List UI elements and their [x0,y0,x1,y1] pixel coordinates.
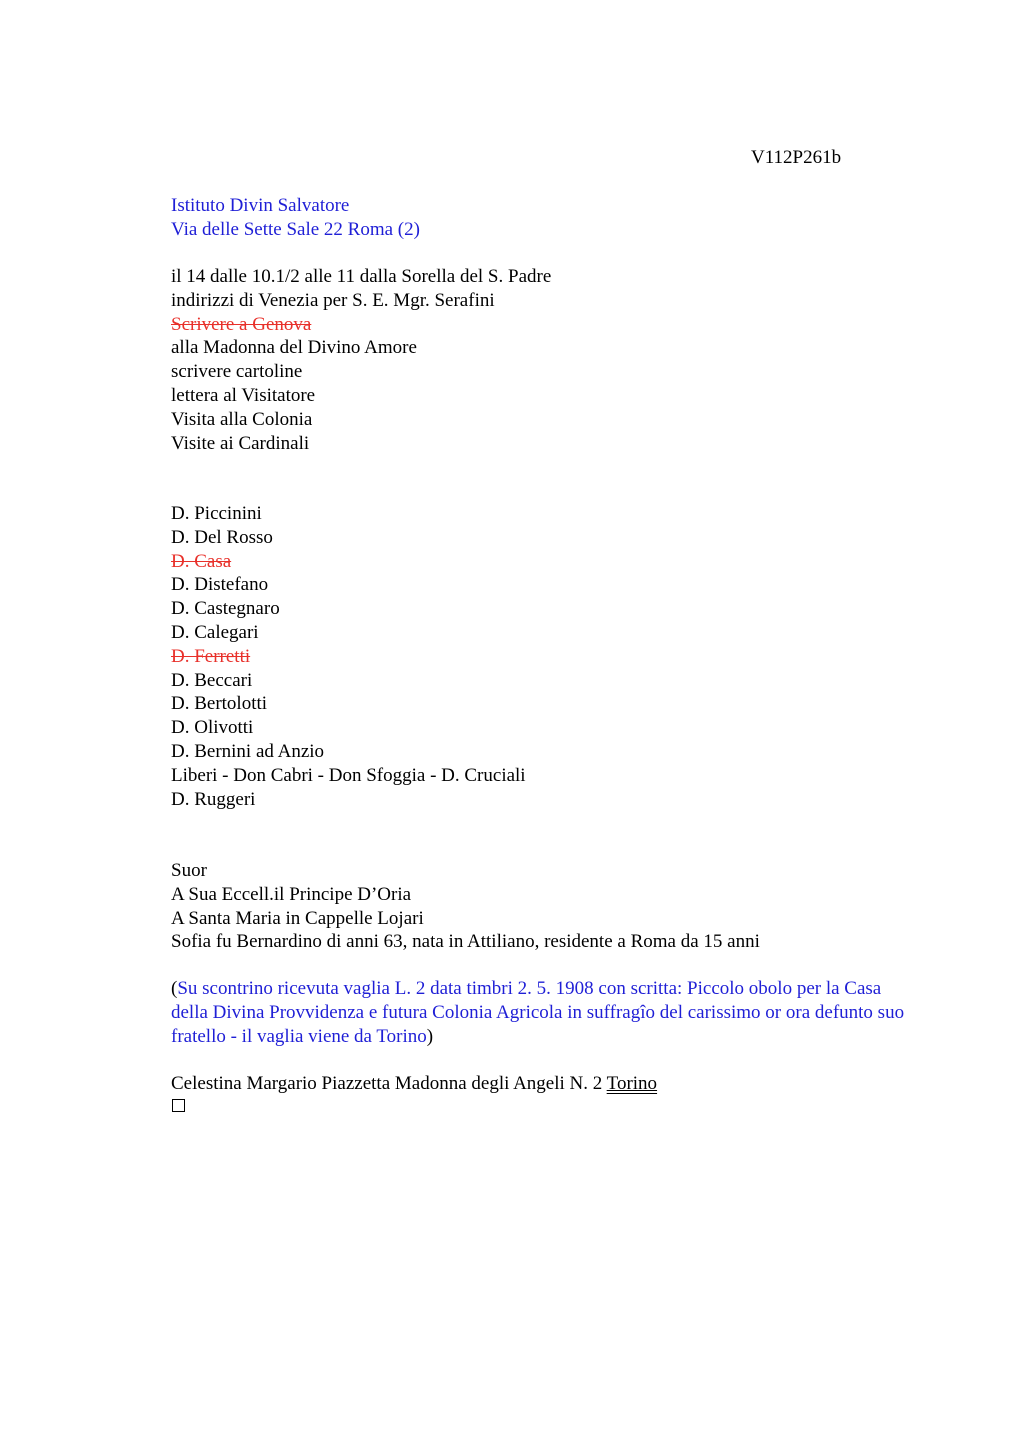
name-line: D. Castegnaro [171,598,280,620]
institute-name: Istituto Divin Salvatore [171,195,350,216]
final-line: Sofia fu Bernardino di anni 63, nata in Attiliano, residente a Roma da 15 anni [171,931,760,953]
institute-street: Via delle Sette Sale 22 Roma (2) [171,218,420,240]
final-section [171,859,931,954]
name-line-struck: D. Casa [171,550,232,572]
receipt-note [171,977,921,1049]
final-line: A Santa Maria in Cappelle Lojari [171,907,424,929]
name-line: D. Beccari [171,669,253,691]
final-line: A Sua Eccell.il Principe D’Oria [171,883,412,905]
note-line: Visita alla Colonia [171,408,313,430]
name-line: D. Del Rosso [171,526,273,548]
notes-list [171,265,931,455]
name-line: D. Distefano [171,574,269,596]
note-line: indirizzi di Venezia per S. E. Mgr. Serafini [171,289,495,311]
header-address [171,194,931,242]
note-line: lettera al Visitatore [171,384,316,406]
document-id: V112P261b [751,147,842,168]
names-list [171,502,931,811]
name-line: Liberi - Don Cabri - Don Sfoggia - D. Cruciali [171,764,526,786]
note-line-struck: Scrivere a Genova [171,313,312,335]
address-line [171,1072,931,1096]
name-line: D. Bertolotti [171,693,268,715]
name-line-struck: D. Ferretti [171,645,251,667]
final-line: Suor [171,860,207,881]
address-city-underlined: Torino [606,1073,658,1094]
receipt-note-text: Su scontrino ricevuta vaglia L. 2 data timbri 2. 5. 1908 con scritta: Piccolo obolo per la Casa della Divina Provvidenza e futura Colonia Agricola in suffragîo del carissimo or ora defunto suo fratello - il vaglia viene da Torino [171,978,905,1047]
receipt-close-paren: ) [426,1026,434,1047]
address-block [171,1072,931,1112]
address-text: Celestina Margario Piazzetta Madonna degli Angeli N. 2 [171,1073,607,1094]
receipt-open-paren: ( [171,978,178,999]
note-line: il 14 dalle 10.1/2 alle 11 dalla Sorella del S. Padre [171,266,552,287]
note-line: alla Madonna del Divino Amore [171,337,417,359]
empty-checkbox-icon [172,1099,185,1112]
note-line: Visite ai Cardinali [171,432,310,454]
name-line: D. Piccinini [171,503,262,524]
name-line: D. Calegari [171,621,259,643]
name-line: D. Olivotti [171,717,254,739]
name-line: D. Ruggeri [171,788,256,810]
note-line: scrivere cartoline [171,361,303,383]
name-line: D. Bernini ad Anzio [171,740,325,762]
